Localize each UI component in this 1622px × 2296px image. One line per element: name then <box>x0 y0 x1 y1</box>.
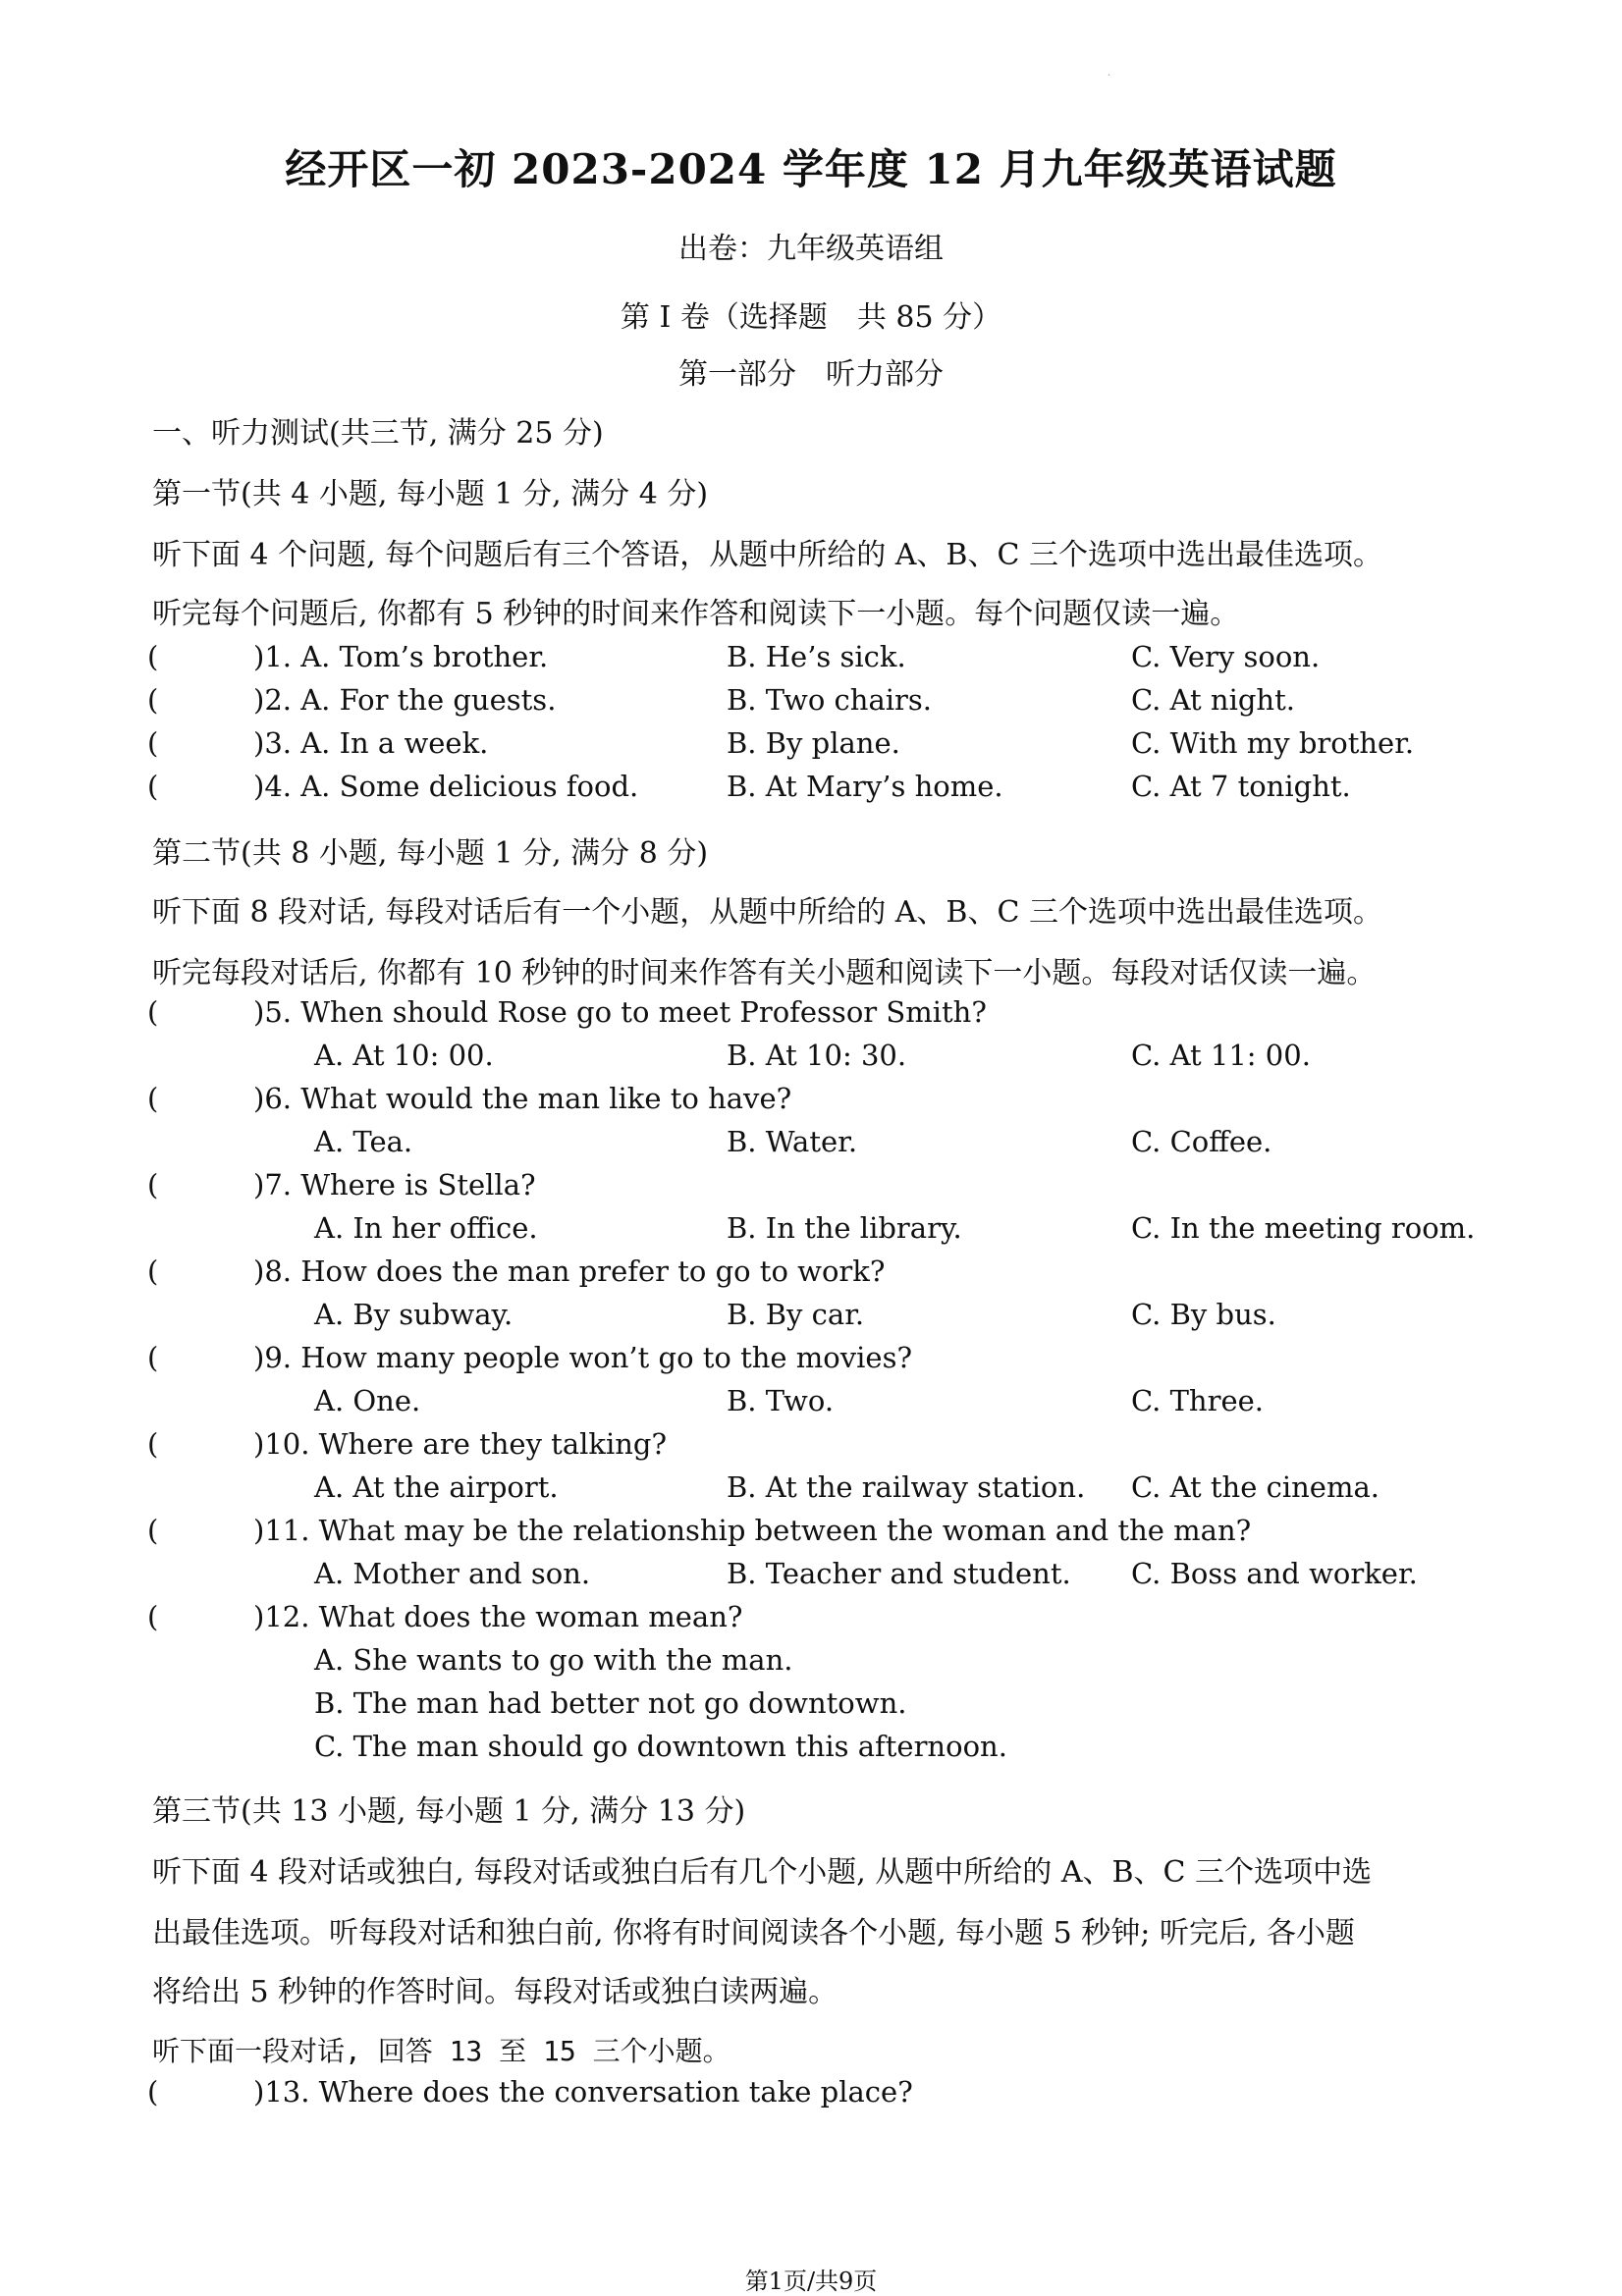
answer-paren: ( <box>147 1082 159 1115</box>
question-9-option-b: B. Two. <box>727 1384 835 1417</box>
answer-paren: ( <box>147 770 159 803</box>
question-7 <box>147 1168 1473 1207</box>
section-main-heading: 一、听力测试(共三节, 满分 25 分) <box>152 416 604 451</box>
question-5-option-c: C. At 11: 00. <box>1131 1039 1311 1072</box>
question-9-option-a: A. One. <box>314 1384 421 1417</box>
question-10-option-c: C. At the cinema. <box>1131 1470 1379 1504</box>
section3-heading: 第三节(共 13 小题, 每小题 1 分, 满分 13 分) <box>152 1794 746 1829</box>
answer-paren: ( <box>147 640 159 673</box>
question-7-option-a: A. In her office. <box>314 1211 538 1245</box>
answer-paren: ( <box>147 683 159 717</box>
question-11 <box>147 1514 1473 1553</box>
question-12-option-b: B. The man had better not go downtown. <box>314 1686 907 1720</box>
part-heading: 第一部分 听力部分 <box>678 357 944 392</box>
answer-paren: ( <box>147 995 159 1029</box>
answer-paren: ( <box>147 1427 159 1461</box>
question-5-stem: )5. When should Rose go to meet Professor Smith? <box>253 995 987 1029</box>
exam-title: 经开区一初 2023-2024 学年度 12 月九年级英语试题 <box>285 145 1337 193</box>
question-2-option-b: B. Two chairs. <box>727 683 933 717</box>
answer-paren: ( <box>147 1168 159 1201</box>
question-11-stem: )11. What may be the relationship between the woman and the man? <box>253 1514 1252 1547</box>
answer-paren: ( <box>147 1341 159 1374</box>
question-3-option-c: C. With my brother. <box>1131 726 1415 760</box>
question-6 <box>147 1082 1473 1121</box>
question-13 <box>147 2075 1473 2114</box>
question-1-option-a: )1. A. Tom’s brother. <box>253 640 549 673</box>
question-11-option-c: C. Boss and worker. <box>1131 1557 1418 1590</box>
question-6-option-c: C. Coffee. <box>1131 1125 1272 1158</box>
question-11-option-a: A. Mother and son. <box>314 1557 591 1590</box>
question-4-option-c: C. At 7 tonight. <box>1131 770 1351 803</box>
question-8-stem: )8. How does the man prefer to go to work? <box>253 1255 886 1288</box>
handwritten-note: 听下面一段对话, 回答 13 至 15 三个小题。 <box>152 2035 730 2067</box>
question-5 <box>147 995 1473 1035</box>
question-3-option-b: B. By plane. <box>727 726 900 760</box>
question-10-stem: )10. Where are they talking? <box>253 1427 668 1461</box>
question-9-option-c: C. Three. <box>1131 1384 1265 1417</box>
section2-instruction-2: 听完每段对话后, 你都有 10 秒钟的时间来作答有关小题和阅读下一小题。每段对话仅读一遍。 <box>152 956 1377 990</box>
question-12-option-a: A. She wants to go with the man. <box>314 1643 793 1677</box>
section1-instruction-1: 听下面 4 个问题, 每个问题后有三个答语，从题中所给的 A、B、C 三个选项中选出最佳选项。 <box>152 538 1382 572</box>
section1-heading: 第一节(共 4 小题, 每小题 1 分, 满分 4 分) <box>152 477 709 511</box>
answer-paren: ( <box>147 1514 159 1547</box>
question-11-option-b: B. Teacher and student. <box>727 1557 1071 1590</box>
question-8-option-b: B. By car. <box>727 1298 865 1331</box>
question-9 <box>147 1341 1473 1380</box>
question-6-option-b: B. Water. <box>727 1125 858 1158</box>
question-5-option-a: A. At 10: 00. <box>314 1039 494 1072</box>
question-6-stem: )6. What would the man like to have? <box>253 1082 792 1115</box>
section1-instruction-2: 听完每个问题后, 你都有 5 秒钟的时间来作答和阅读下一小题。每个问题仅读一遍。 <box>152 597 1240 631</box>
section3-instruction-2: 出最佳选项。听每段对话和独白前, 你将有时间阅读各个小题, 每小题 5 秒钟; 听完后, 各小题 <box>152 1916 1356 1950</box>
answer-paren: ( <box>147 726 159 760</box>
question-10 <box>147 1427 1473 1467</box>
volume-heading: 第 I 卷（选择题 共 85 分） <box>620 300 1002 335</box>
question-10-option-a: A. At the airport. <box>314 1470 559 1504</box>
question-5-option-b: B. At 10: 30. <box>727 1039 907 1072</box>
question-13-stem: )13. Where does the conversation take place? <box>253 2075 913 2109</box>
answer-paren: ( <box>147 2075 159 2109</box>
question-1-option-c: C. Very soon. <box>1131 640 1321 673</box>
question-12-option-c: C. The man should go downtown this afternoon. <box>314 1730 1007 1763</box>
question-8-option-a: A. By subway. <box>314 1298 514 1331</box>
question-12-stem: )12. What does the woman mean? <box>253 1600 743 1633</box>
question-4-option-a: )4. A. Some delicious food. <box>253 770 639 803</box>
question-7-stem: )7. Where is Stella? <box>253 1168 536 1201</box>
question-3-option-a: )3. A. In a week. <box>253 726 489 760</box>
question-9-stem: )9. How many people won’t go to the movies? <box>253 1341 913 1374</box>
question-7-option-b: B. In the library. <box>727 1211 962 1245</box>
question-1-option-b: B. He’s sick. <box>727 640 906 673</box>
section3-instruction-3: 将给出 5 秒钟的作答时间。每段对话或独白读两遍。 <box>152 1975 838 2009</box>
question-4-option-b: B. At Mary’s home. <box>727 770 1003 803</box>
scan-mark: · <box>1108 71 1111 81</box>
section2-instruction-1: 听下面 8 段对话, 每段对话后有一个小题，从题中所给的 A、B、C 三个选项中选出最佳选项。 <box>152 895 1382 930</box>
question-2-option-c: C. At night. <box>1131 683 1295 717</box>
question-8 <box>147 1255 1473 1294</box>
section2-heading: 第二节(共 8 小题, 每小题 1 分, 满分 8 分) <box>152 836 709 871</box>
question-2-option-a: )2. A. For the guests. <box>253 683 557 717</box>
question-12 <box>147 1600 1473 1639</box>
answer-paren: ( <box>147 1255 159 1288</box>
question-7-option-c: C. In the meeting room. <box>1131 1211 1476 1245</box>
question-6-option-a: A. Tea. <box>314 1125 413 1158</box>
question-8-option-c: C. By bus. <box>1131 1298 1276 1331</box>
question-10-option-b: B. At the railway station. <box>727 1470 1086 1504</box>
section3-instruction-1: 听下面 4 段对话或独白, 每段对话或独白后有几个小题, 从题中所给的 A、B、C 三个选项中选 <box>152 1855 1373 1890</box>
page-number: 第1页/共9页 <box>744 2268 878 2295</box>
answer-paren: ( <box>147 1600 159 1633</box>
exam-author: 出卷：九年级英语组 <box>678 232 944 266</box>
